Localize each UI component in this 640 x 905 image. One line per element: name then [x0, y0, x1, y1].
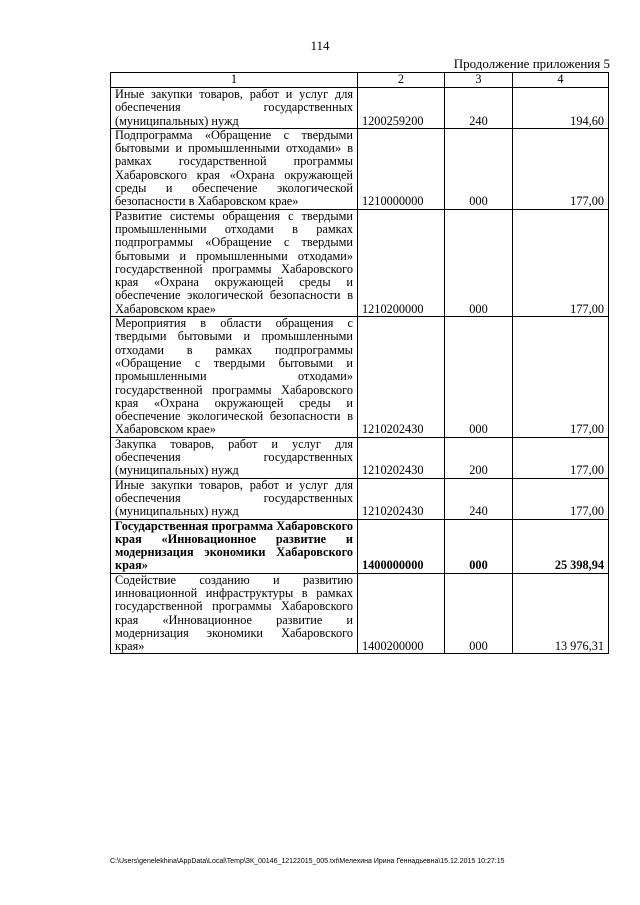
appendix-continuation-label: Продолжение приложения 5 — [453, 56, 610, 71]
row-expense-type: 000 — [445, 317, 513, 438]
column-header-4: 4 — [513, 73, 609, 88]
row-expense-type: 240 — [445, 88, 513, 129]
row-name: Содействие созданию и развитию инновационной инфраструктуры в рамках государственной программы Хабаровского края «Инновационное развитие и модернизация экономики Хабаровского края» — [111, 573, 358, 654]
row-amount: 177,00 — [513, 209, 609, 316]
row-target-code: 1210000000 — [358, 128, 445, 209]
row-target-code: 1210202430 — [358, 478, 445, 519]
column-header-1: 1 — [111, 73, 358, 88]
row-name: Государственная программа Хабаровского края «Инновационное развитие и модернизация экономики Хабаровского края» — [111, 519, 358, 573]
row-expense-type: 000 — [445, 209, 513, 316]
table-row — [111, 317, 609, 438]
row-expense-type: 240 — [445, 478, 513, 519]
file-path-footer: C:\Users\genelekhina\AppData\Local\Temp\ЗК_00146_12122015_005.txt\Мелехина Ирина Геннадьевна\15.12.2015 10:27:15 — [110, 858, 505, 865]
row-expense-type: 000 — [445, 519, 513, 573]
row-expense-type: 000 — [445, 573, 513, 654]
row-name: Развитие системы обращения с твердыми промышленными отходами в рамках подпрограммы «Обращение с твердыми бытовыми и промышленными отходами» государственной программы Хабаровского края «Охрана окружающей среды и обеспечение экологической безопасности в Хабаровском крае» — [111, 209, 358, 316]
row-name: Подпрограмма «Обращение с твердыми бытовыми и промышленными отходами» в рамках государственной программы Хабаровского края «Охрана окружающей среды и обеспечение экологической безопасности в Хабаровском крае» — [111, 128, 358, 209]
row-amount: 13 976,31 — [513, 573, 609, 654]
table-row — [111, 573, 609, 654]
row-name: Закупка товаров, работ и услуг для обеспечения государственных (муниципальных) нужд — [111, 437, 358, 478]
column-header-2: 2 — [358, 73, 445, 88]
row-name: Мероприятия в области обращения с твердыми бытовыми и промышленными отходами в рамках подпрограммы «Обращение с твердыми бытовыми и промышленными отходами» государственной программы Хабаровского края «Охрана окружающей среды и обеспечение экологической безопасности в Хабаровском крае» — [111, 317, 358, 438]
row-amount: 177,00 — [513, 128, 609, 209]
row-target-code: 1400000000 — [358, 519, 445, 573]
row-amount: 177,00 — [513, 317, 609, 438]
row-amount: 177,00 — [513, 437, 609, 478]
row-name: Иные закупки товаров, работ и услуг для обеспечения государственных (муниципальных) нужд — [111, 88, 358, 129]
row-target-code: 1400200000 — [358, 573, 445, 654]
table-row — [111, 437, 609, 478]
row-amount: 194,60 — [513, 88, 609, 129]
row-expense-type: 200 — [445, 437, 513, 478]
table-row — [111, 88, 609, 129]
page-number: 114 — [310, 38, 330, 53]
row-amount: 25 398,94 — [513, 519, 609, 573]
row-target-code: 1210200000 — [358, 209, 445, 316]
row-target-code: 1210202430 — [358, 317, 445, 438]
row-target-code: 1200259200 — [358, 88, 445, 129]
table-row-program-total — [111, 519, 609, 573]
table-row — [111, 209, 609, 316]
table-header-row — [111, 73, 609, 88]
table-row — [111, 478, 609, 519]
row-target-code: 1210202430 — [358, 437, 445, 478]
row-expense-type: 000 — [445, 128, 513, 209]
row-amount: 177,00 — [513, 478, 609, 519]
budget-table — [110, 72, 609, 654]
column-header-3: 3 — [445, 73, 513, 88]
row-name: Иные закупки товаров, работ и услуг для обеспечения государственных (муниципальных) нужд — [111, 478, 358, 519]
table-row — [111, 128, 609, 209]
